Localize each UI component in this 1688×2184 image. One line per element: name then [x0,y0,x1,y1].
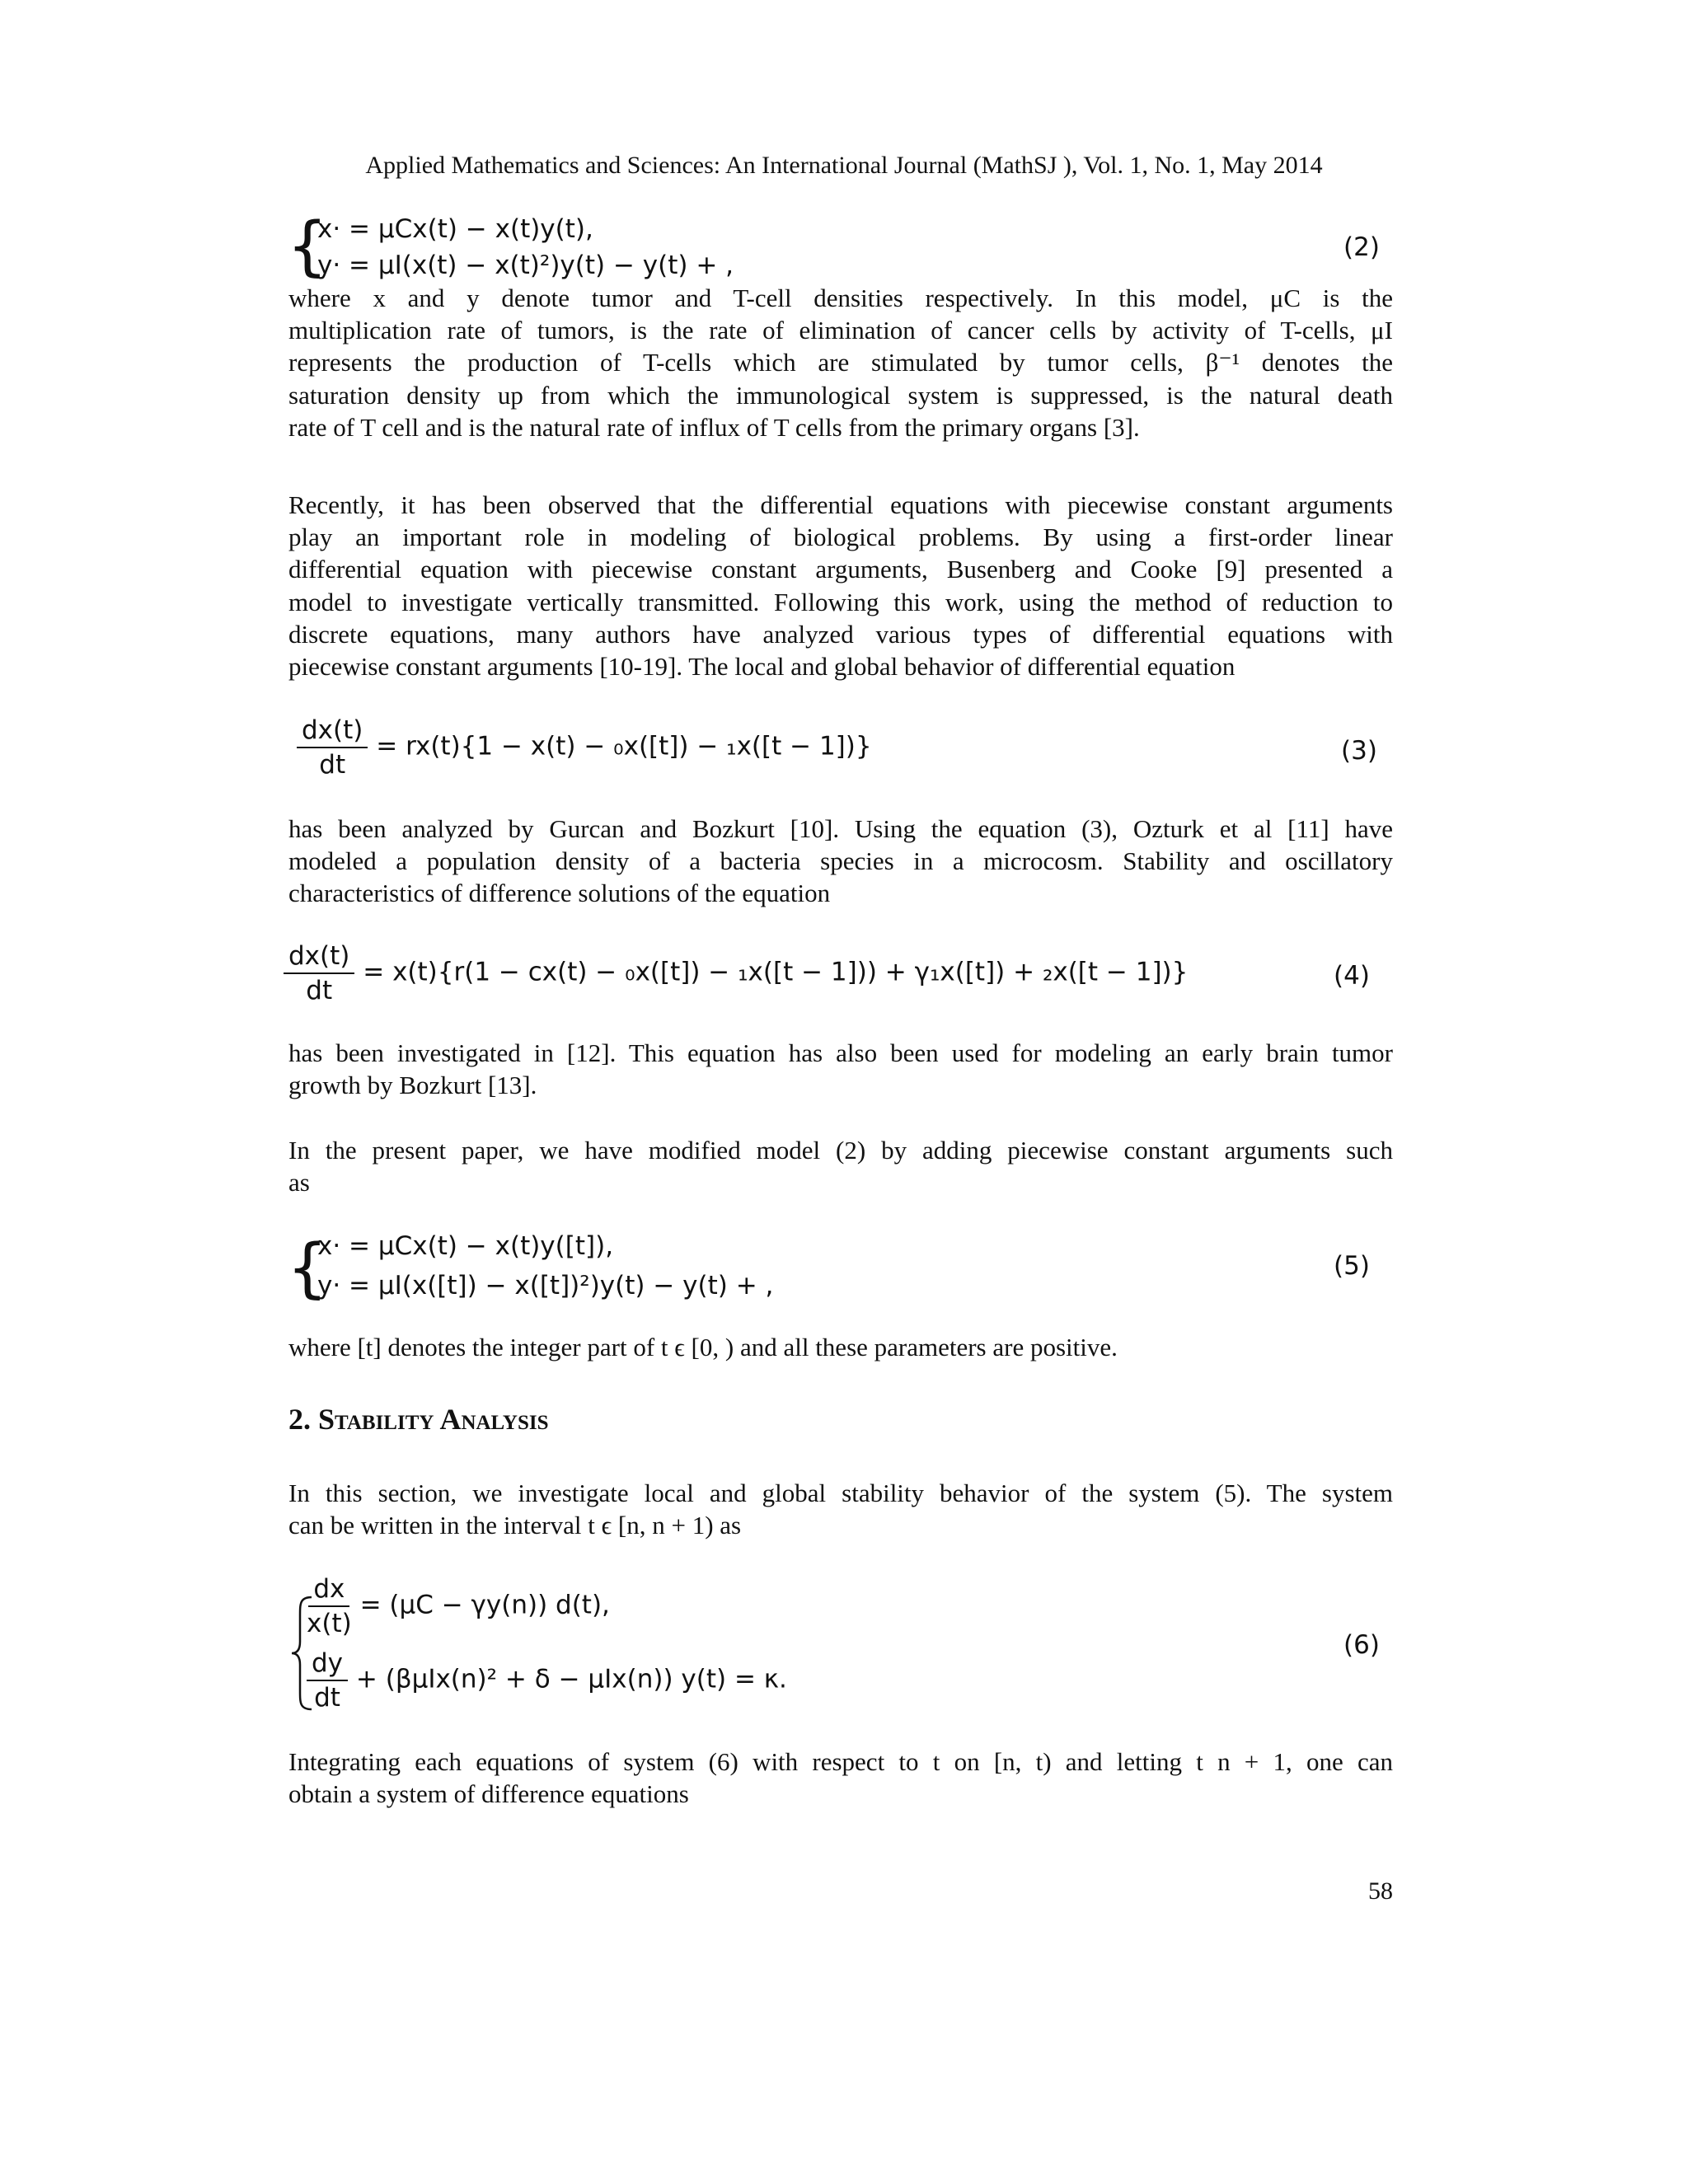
text-line: obtain a system of difference equations [288,1779,689,1809]
paragraph-gurcan-bozkurt [288,813,1393,910]
equation-3-number: (3) [1341,736,1377,766]
paragraph-section-intro [288,1477,1393,1541]
equation-3-rhs: = rx(t){1 − x(t) − ₀x([t]) − ₁x([t − 1])} [376,731,872,762]
equation-2-line-1: x· = μCx(t) − x(t)y(t), [317,214,593,244]
text-line: multiplication rate of tumors, is the rate of elimination of cancer cells by activity of T-cells, μI [288,316,1393,345]
fraction [307,1572,352,1640]
equation-6-bottom-rhs: + (βμIx(n)² + δ − μIx(n)) y(t) = κ. [355,1664,787,1694]
fraction-numerator: dx(t) [297,714,368,748]
text-line: modeled a population density of a bacteria species in a microcosm. Stability and oscillatory [288,846,1393,876]
text-line: where [t] denotes the integer part of t ϵ [0, ) and all these parameters are positive. [288,1333,1118,1361]
paragraph-brain-tumor [288,1037,1393,1101]
paragraph-integer-part [288,1331,1393,1363]
text-line: differential equation with piecewise constant arguments, Busenberg and Cooke [9] presented a [288,555,1393,584]
equation-5-line-1: x· = μCx(t) − x(t)y([t]), [317,1231,614,1261]
text-line: In the present paper, we have modified model (2) by adding piecewise constant arguments such [288,1136,1393,1165]
text-line: where x and y denote tumor and T-cell densities respectively. In this model, μC is the [288,284,1393,312]
text-line: Integrating each equations of system (6) with respect to t on [n, t) and letting t n + 1, one can [288,1747,1393,1776]
fraction-numerator: dx(t) [284,940,354,974]
equation-6-top-rhs: = (μC − γy(n)) d(t), [359,1590,610,1620]
text-line: In this section, we investigate local and global stability behavior of the system (5). The system [288,1479,1393,1507]
equation-5-line-2: y· = μI(x([t]) − x([t])²)y(t) − y(t) + , [317,1271,774,1301]
paragraph-integrating [288,1746,1393,1810]
text-line: as [288,1168,310,1197]
section-name: Stability Analysis [318,1403,549,1436]
fraction-numerator: dy [307,1647,348,1681]
page-number: 58 [1368,1877,1393,1905]
equation-2-line-2: y· = μI(x(t) − x(t)²)y(t) − y(t) + , [317,251,734,280]
equation-6-top [307,1572,610,1640]
fraction [307,1647,348,1714]
equation-2-number: (2) [1343,232,1380,262]
fraction [284,940,354,1007]
fraction-denominator: x(t) [307,1609,352,1638]
text-line: model to investigate vertically transmitted. Following this work, using the method of reduction to [288,587,1393,616]
text-line: Recently, it has been observed that the differential equations with piecewise constant arguments [288,490,1393,519]
text-line: has been investigated in [12]. This equation has also been used for modeling an early brain tumor [288,1038,1393,1067]
fraction-numerator: dx [308,1572,349,1607]
equation-3 [297,714,872,781]
paragraph-present-paper [288,1134,1393,1198]
text-line: characteristics of difference solutions of the equation [288,879,831,908]
fraction-denominator: dt [306,976,333,1005]
fraction [297,714,368,781]
equation-6-number: (6) [1343,1630,1380,1660]
text-line: piecewise constant arguments [10-19]. The local and global behavior of differential equation [288,651,1236,681]
equation-4-number: (4) [1334,961,1370,991]
equation-6-bottom [307,1647,787,1714]
equation-4 [284,940,1188,1007]
section-number: 2. [288,1403,311,1436]
left-brace-eq5: { [287,1231,328,1305]
journal-header: Applied Mathematics and Sciences: An International Journal (MathSJ ), Vol. 1, No. 1, May 2014 [365,152,1323,179]
paragraph-piecewise-background [288,489,1393,682]
section-heading [288,1401,549,1437]
section-title [288,1401,549,1437]
left-brace-eq2: { [287,209,328,284]
fraction-denominator: dt [314,1683,340,1713]
text-line: can be written in the interval t ϵ [n, n + 1) as [288,1511,742,1540]
text-line: has been analyzed by Gurcan and Bozkurt [10]. Using the equation (3), Ozturk et al [11] have [288,814,1393,843]
paragraph-model-description [288,282,1393,443]
text-line: discrete equations, many authors have analyzed various types of differential equations with [288,619,1393,649]
text-line: saturation density up from which the immunological system is suppressed, is the natural death [288,380,1393,410]
text-line: growth by Bozkurt [13]. [288,1071,537,1100]
text-line: represents the production of T-cells which are stimulated by tumor cells, β⁻¹ denotes the [288,348,1393,377]
equation-5-number: (5) [1334,1251,1370,1281]
text-line: play an important role in modeling of biological problems. By using a first-order linear [288,523,1393,552]
equation-4-rhs: = x(t){r(1 − cx(t) − ₀x([t]) − ₁x([t − 1])) + γ₁x([t]) + ₂x([t − 1])} [363,957,1189,987]
text-line: rate of T cell and is the natural rate of influx of T cells from the primary organs [3]. [288,412,1140,442]
fraction-denominator: dt [319,750,346,780]
